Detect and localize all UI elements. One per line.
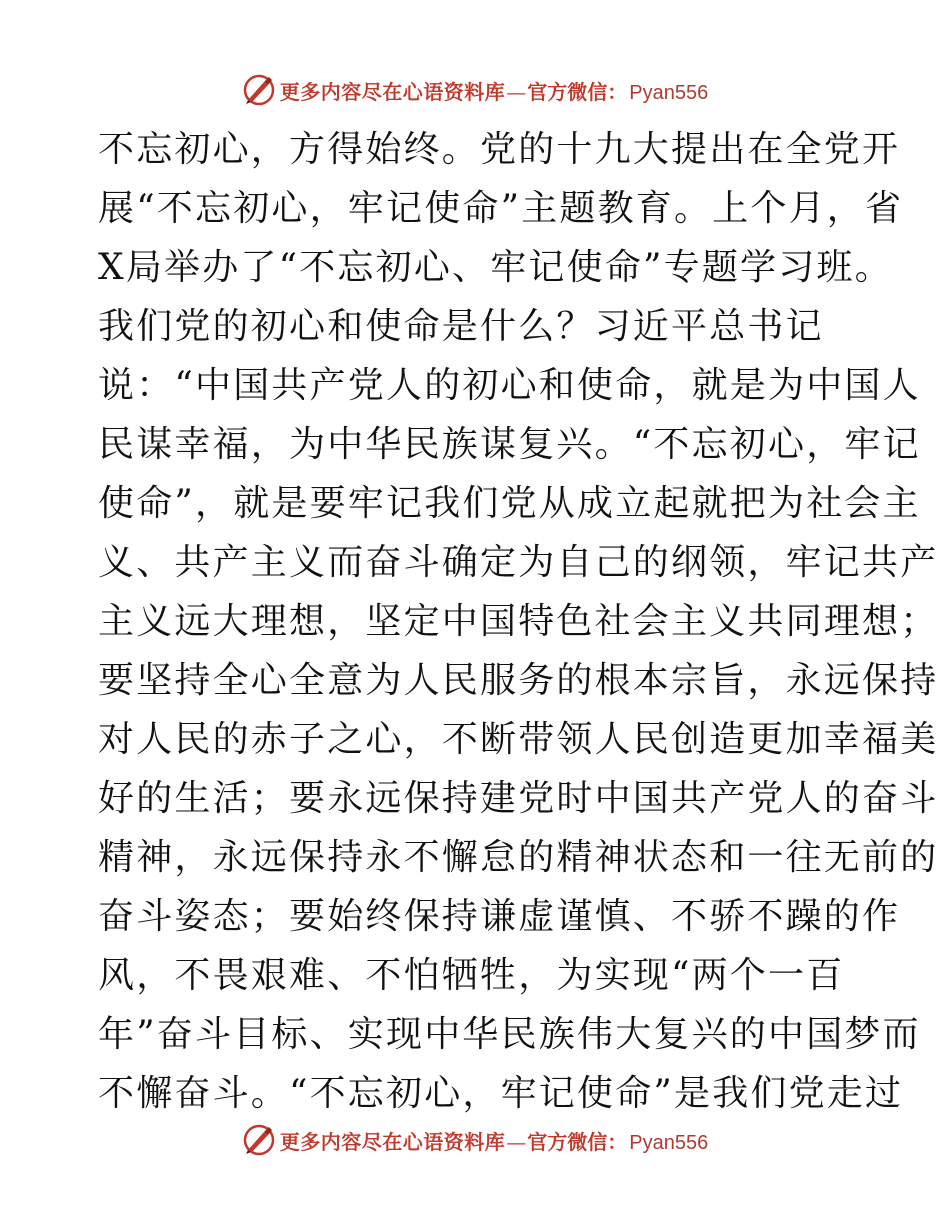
header-banner bbox=[0, 70, 950, 110]
text-line: 风，不畏艰难、不怕牺牲，为实现“两个一百 bbox=[98, 955, 845, 996]
text-line: 民谋幸福，为中华民族谋复兴。“不忘初心，牢记 bbox=[98, 424, 921, 465]
text-line: 年”奋斗目标、实现中华民族伟大复兴的中国梦而 bbox=[98, 1014, 921, 1055]
text-line: 义、共产主义而奋斗确定为自己的纲领，牢记共产 bbox=[98, 542, 939, 583]
banner-wechat-id: Pyan556 bbox=[629, 1131, 709, 1154]
banner-wechat-id: Pyan556 bbox=[629, 81, 709, 104]
text-line: 不懈奋斗。“不忘初心，牢记使命”是我们党走过 bbox=[98, 1073, 904, 1114]
banner-separator: — bbox=[506, 79, 527, 104]
footer-banner-content bbox=[242, 1123, 708, 1157]
pen-logo-icon bbox=[242, 73, 276, 107]
header-banner-content bbox=[242, 73, 708, 107]
text-line: 使命”，就是要牢记我们党从成立起就把为社会主 bbox=[98, 483, 921, 524]
document-body bbox=[98, 120, 939, 1123]
text-line: 展“不忘初心，牢记使命”主题教育。上个月，省 bbox=[98, 188, 904, 229]
text-line: X局举办了“不忘初心、牢记使命”专题学习班。 bbox=[98, 247, 893, 288]
text-line: 我们党的初心和使命是什么？习近平总书记 bbox=[98, 306, 824, 347]
footer-banner-text bbox=[280, 1126, 708, 1155]
pen-logo-icon bbox=[242, 1123, 276, 1157]
text-line: 好的生活；要永远保持建党时中国共产党人的奋斗 bbox=[98, 778, 939, 819]
text-line: 要坚持全心全意为人民服务的根本宗旨，永远保持 bbox=[98, 660, 939, 701]
text-line: 精神，永远保持永不懈怠的精神状态和一往无前的 bbox=[98, 837, 939, 878]
text-line: 不忘初心，方得始终。党的十九大提出在全党开 bbox=[98, 129, 901, 170]
banner-wechat-label: 官方微信： bbox=[527, 79, 628, 104]
text-line: 说：“中国共产党人的初心和使命，就是为中国人 bbox=[98, 365, 921, 406]
banner-main-text: 更多内容尽在心语资料库 bbox=[279, 1129, 506, 1154]
banner-main-text: 更多内容尽在心语资料库 bbox=[279, 79, 506, 104]
text-line: 主义远大理想，坚定中国特色社会主义共同理想； bbox=[98, 601, 939, 642]
banner-wechat-label: 官方微信： bbox=[527, 1129, 628, 1154]
footer-banner bbox=[0, 1120, 950, 1160]
text-line: 奋斗姿态；要始终保持谦虚谨慎、不骄不躁的作 bbox=[98, 896, 901, 937]
banner-separator: — bbox=[506, 1129, 527, 1154]
header-banner-text bbox=[280, 76, 708, 105]
text-line: 对人民的赤子之心，不断带领人民创造更加幸福美 bbox=[98, 719, 939, 760]
